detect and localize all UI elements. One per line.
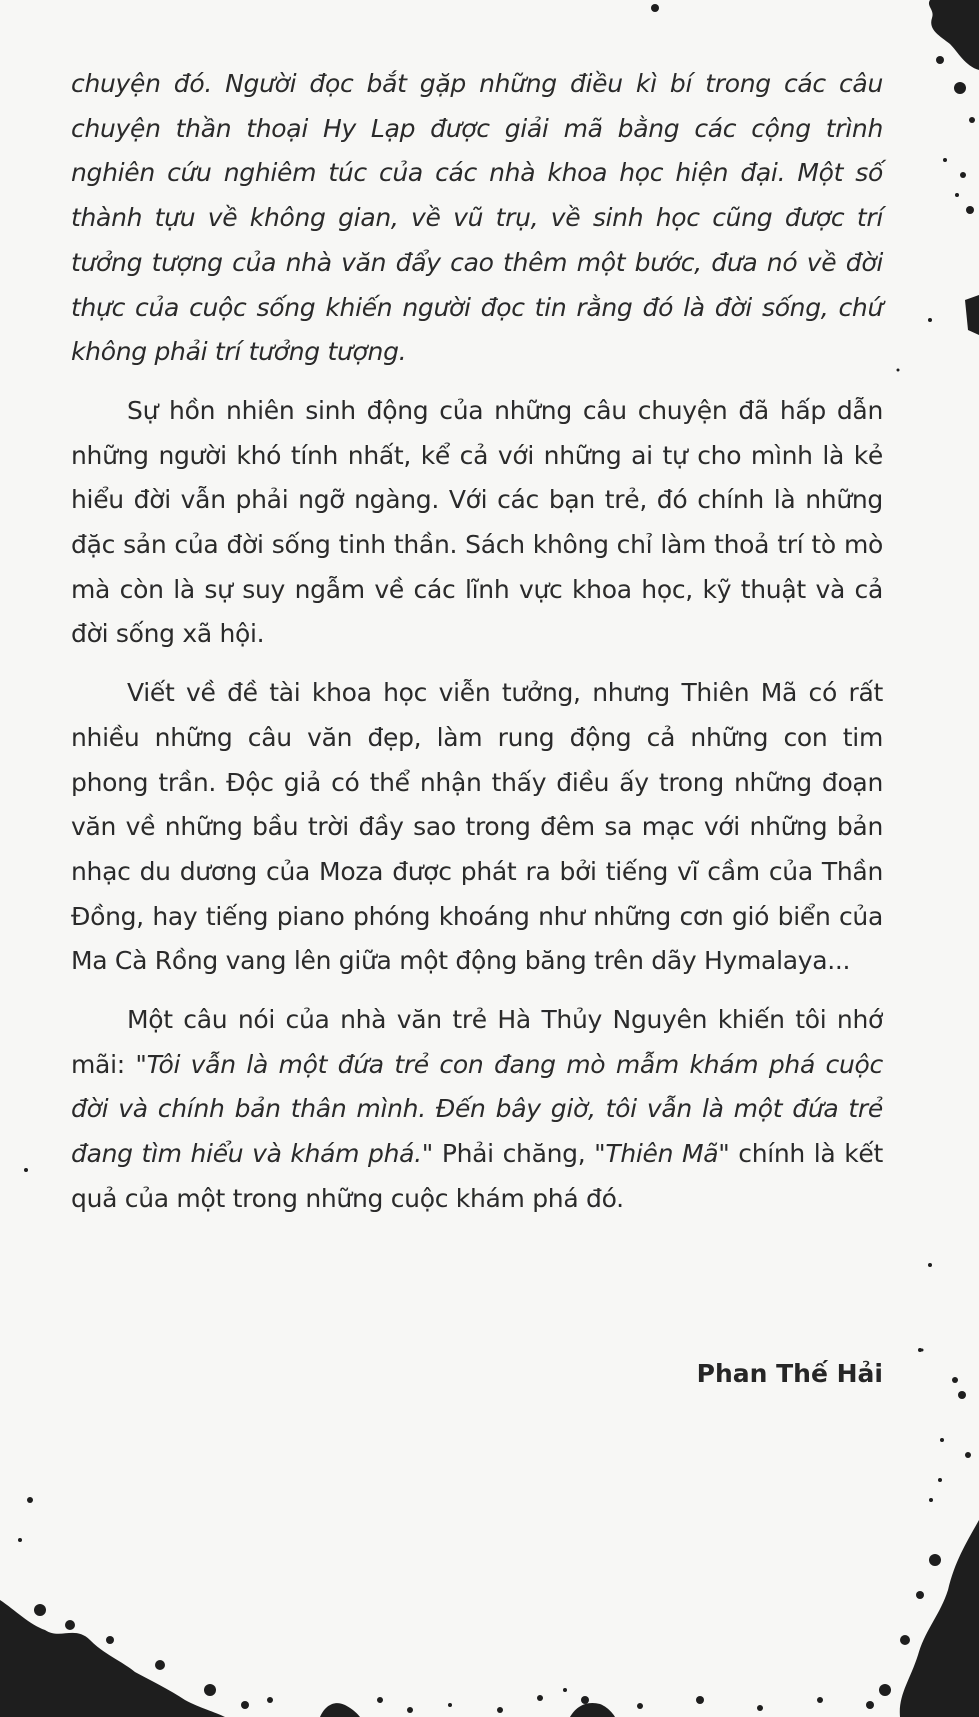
- paragraph-appeal: Sự hồn nhiên sinh động của những câu chuyện đã hấp dẫn những người khó tính nhất, kể cả với những ai tự cho mình là kẻ hiểu đời vẫn phải ngỡ ngàng. Với các bạn trẻ, đó chính là những đặc sản của đời sống tinh thần. Sách không chỉ làm thoả trí tò mò mà còn là sự suy ngẫm về các lĩnh vực khoa học, kỹ thuật và cả đời sống xã hội.: [71, 395, 883, 649]
- quote-bridge: Phải chăng,: [433, 1139, 595, 1169]
- paragraph-intro: chuyện đó. Người đọc bắt gặp những điều kì bí trong các câu chuyện thần thoại Hy Lạp được giải mã bằng các cộng trình nghiên cứu nghiêm túc của các nhà khoa học hiện đại. Một số thành tựu về không gian, về vũ trụ, về sinh học cũng được trí tưởng tượng của nhà văn đẩy cao thêm một bước, đưa nó về đời thực của cuộc sống khiến người đọc tin rằng đó là đời sống, chứ không phải trí tưởng tượng.: [71, 69, 883, 367]
- quote-text: "Tôi vẫn là một đứa trẻ con đang mò mẫm khám phá cuộc đời và chính bản thân mình. Đến bây giờ, tôi vẫn là một đứa trẻ đang tìm hiểu và khám phá.": [71, 1049, 883, 1169]
- book-title: "Thiên Mã": [594, 1139, 730, 1169]
- quote-lead: Một câu nói của nhà văn trẻ Hà Thủy Nguyên khiến tôi nhớ mãi:: [71, 1005, 883, 1079]
- body-text: [71, 62, 883, 1236]
- quote-end: chính là kết quả của một trong những cuộc khám phá đó.: [71, 1139, 884, 1213]
- author-signature: Phan Thế Hải: [696, 1359, 883, 1388]
- paragraph-beauty: Viết về đề tài khoa học viễn tưởng, nhưng Thiên Mã có rất nhiều những câu văn đẹp, làm rung động cả những con tim phong trần. Độc giả có thể nhận thấy điều ấy trong những đoạn văn về những bầu trời đầy sao trong đêm sa mạc với những bản nhạc du dương của Moza được phát ra bởi tiếng vĩ cầm của Thần Đồng, hay tiếng piano phóng khoáng như những cơn gió biển của Ma Cà Rồng vang lên giữa một động băng trên dãy Hymalaya...: [71, 678, 883, 976]
- paragraph-quote: [71, 998, 883, 1222]
